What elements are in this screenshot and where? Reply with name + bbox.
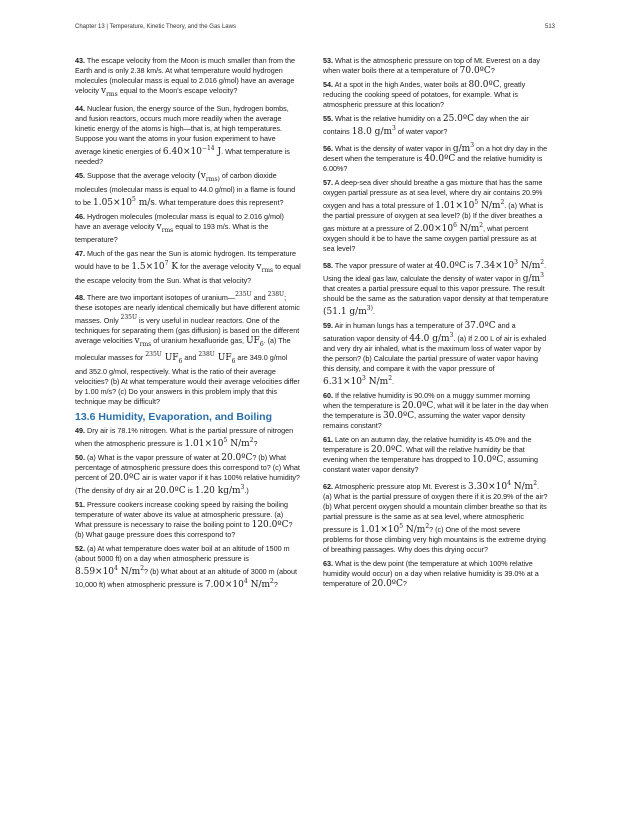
problem-text: . (a) If 2.00 L of air is exhaled and very dry air inhaled, what is the maximum loss of water vapor by the person? (b) Calculate the partial pressure of water vapor having this density, and compare it with the vapor pressure of: [323, 334, 547, 373]
problem-45: [75, 171, 301, 208]
problem-list-humidity: [75, 426, 301, 590]
problem-text: equal to the Moon's escape velocity?: [117, 86, 238, 95]
problem-text: A deep-sea diver should breathe a gas mixture that has the same oxygen partial pressure as at sea level, where dry air contains 20.9% oxygen and has a total pressure of: [323, 178, 543, 210]
problem-text: What is the dew point (the temperature at which 100% relative humidity would occur) on a day when relative humidity is 39.0% at a temperature of: [323, 559, 539, 588]
problem-number: 55.: [323, 114, 333, 123]
problem-text: and a saturation vapor density of: [323, 321, 516, 343]
math-expression: 44.0 $g/m^3$: [409, 332, 454, 344]
math-expression: $2.00\times 10^6$ $N/m^2$: [414, 222, 484, 234]
math-expression: 37.0ºC: [464, 321, 496, 331]
right-column: [323, 56, 549, 593]
problem-text: is: [185, 485, 195, 495]
problem-number: 51.: [75, 499, 85, 509]
problem-number: 58.: [323, 261, 333, 270]
problem-text: is very useful in nuclear reactors. One of the techniques for separating them (gas diffusion) is based on the different average velocities: [75, 316, 300, 346]
problem-51: [75, 500, 301, 540]
math-expression: 30.0ºC: [382, 411, 415, 421]
problem-text: , what percent oxygen should it be to have the same oxygen partial pressure as at sea level?: [323, 224, 537, 253]
problem-text: , greatly reducing the cooking speed of potatoes, for example. What is atmospheric pressure at this location?: [323, 80, 526, 109]
math-expression: $UF_6$: [245, 336, 264, 348]
problem-number: 46.: [75, 211, 85, 221]
problem-48: [75, 290, 301, 407]
problem-text: . What temperature is needed?: [75, 146, 290, 166]
problem-59: [323, 321, 549, 387]
problem-text: of uranium hexafluoride gas,: [151, 336, 246, 346]
problem-61: [323, 435, 549, 475]
problem-text: Nuclear fusion, the energy source of the Sun, hydrogen bombs, and fusion reactors, occurs much more readily when the average kinetic energy of the atoms is high—that is, at high temperatures. Suppose you want the atoms in your fusion experiment to have average kinetic energies of: [75, 103, 289, 156]
problem-text: (a) What is the vapor pressure of water at: [85, 452, 222, 462]
math-expression: 235U: [120, 314, 138, 322]
problem-text: on a hot dry day in the desert when the temperature is: [323, 144, 548, 163]
problem-46: [75, 212, 301, 246]
math-expression: 120.0ºC: [251, 519, 289, 530]
problem-text: day when the air contains: [323, 114, 529, 136]
problem-number: 57.: [323, 178, 333, 187]
math-expression: $3.30\times 10^4$ $N/m^2$: [468, 480, 538, 492]
problem-text: .): [244, 485, 249, 495]
problem-text: of water vapor?: [395, 127, 448, 136]
problem-text: Pressure cookers increase cooking speed by raising the boiling temperature of water above its value at atmospheric pressure. (a) What pressure is necessary to raise the boiling point to: [75, 499, 288, 529]
math-expression: (51.1 $g/m^{3)}$: [323, 305, 373, 317]
problem-text: . (a) The molecular masses for: [75, 336, 291, 362]
problem-text: . What will the relative humidity be that evening when the temperature has dropped to: [323, 445, 525, 464]
problem-53: [323, 56, 549, 76]
problem-text: Much of the gas near the Sun is atomic hydrogen. Its temperature would have to be: [75, 249, 296, 272]
problem-text: , assuming constant water vapor density?: [323, 455, 538, 474]
problem-list-kinetic: [75, 56, 301, 407]
problem-60: [323, 391, 549, 431]
problem-text: and: [251, 293, 268, 303]
math-expression: ($v_{rms)}$: [197, 170, 220, 183]
problem-text: What is the atmospheric pressure on top of Mt. Everest on a day when water boils there at a temperature of: [323, 56, 540, 75]
problem-text: ? (b) What gauge pressure does this correspond to?: [75, 519, 293, 539]
problem-number: 43.: [75, 56, 85, 65]
problem-text: ? (c) One of the most severe problems for those climbing very high mountains is the extreme drying of breathing passages. Why does this drying occur?: [323, 525, 546, 554]
problem-text: ? (b) What percentage of atmospheric pressure does this correspond to? (c) What percent of: [75, 452, 300, 482]
math-expression: $1.5\times 10^7$ K: [131, 260, 179, 273]
math-expression: $1.01\times 10^5$ $N/m^2$: [360, 523, 430, 535]
problem-43: [75, 56, 301, 100]
problem-text: is: [465, 261, 476, 270]
problem-text: .: [372, 307, 375, 316]
math-expression: 25.0ºC: [442, 114, 475, 124]
math-expression: 20.0ºC: [154, 485, 186, 496]
problem-text: What is the density of water vapor in: [333, 144, 453, 153]
math-expression: $7.00\times 10^4$ $N/m^2$: [204, 577, 274, 590]
math-expression: $^{238U}$ $UF_6$: [198, 350, 236, 365]
problem-text: Late on an autumn day, the relative humidity is 45.0% and the temperature is: [323, 435, 532, 454]
problem-text: Suppose that the average velocity: [85, 170, 198, 180]
problem-number: 59.: [323, 321, 333, 330]
problem-text: If the relative humidity is 90.0% on a muggy summer morning when the temperature is: [323, 391, 530, 410]
problem-text: . (a) What is the partial pressure of oxygen there if it is 20.9% of the air? (b) What percent oxygen should a mountain climber breathe so that its partial pressure is the same as at sea level, where atmospheric pressure is: [323, 482, 548, 534]
math-expression: $g/m^3$: [452, 142, 475, 154]
chapter-title: Chapter 13 | Temperature, Kinetic Theory, and the Gas Laws: [75, 24, 236, 30]
math-expression: 20.0ºC: [108, 472, 141, 483]
problem-text: What is the relative humidity on a: [333, 114, 443, 123]
problem-number: 61.: [323, 435, 333, 444]
problem-text: air is water vapor if it has 100% relative humidity? (The density of dry air at: [75, 472, 300, 495]
problem-text: (a) At what temperature does water boil at an altitude of 1500 m (about 5000 ft) on a day when atmospheric pressure is: [75, 543, 290, 563]
problem-text: At a spot in the high Andes, water boils at: [333, 80, 469, 89]
problem-number: 48.: [75, 293, 85, 303]
problem-63: [323, 559, 549, 589]
problem-number: 60.: [323, 391, 333, 400]
problem-44: [75, 104, 301, 167]
problem-number: 54.: [323, 80, 333, 89]
math-expression: $v_{rms}$: [256, 262, 274, 275]
problem-text: . What temperature does this represent?: [154, 197, 284, 207]
problem-62: [323, 479, 549, 555]
problem-text: and the relative humidity is 6.00%?: [323, 154, 543, 173]
math-expression: $v_{rms}$: [134, 336, 152, 348]
math-expression: 20.0ºC: [402, 401, 434, 411]
problem-text: ?: [490, 66, 495, 75]
problem-text: ?: [402, 579, 407, 588]
problem-text: ; these isotopes are nearly identical chemically but have different atomic masses. Only: [75, 293, 300, 326]
math-expression: $g/m^3$: [522, 272, 544, 284]
problem-text: ? (b) What about at an altitude of 3000 m (about 10,000 ft) when atmospheric pressure is: [75, 566, 298, 589]
problem-number: 56.: [323, 144, 333, 153]
problem-number: 62.: [323, 482, 333, 491]
problem-text: . Using the ideal gas law, calculate the density of water vapor in: [323, 261, 547, 283]
problem-number: 53.: [323, 56, 333, 65]
math-expression: 10.0ºC: [472, 455, 504, 465]
problem-57: [323, 178, 549, 254]
math-expression: 18.0 $g/m^3$: [351, 125, 396, 137]
problem-number: 47.: [75, 249, 85, 259]
problem-text: and: [182, 352, 199, 362]
problem-text: for the average velocity: [178, 262, 257, 272]
problem-text: are 349.0 g/mol and 352.0 g/mol, respectively. What is the ratio of their average velocities? (b) At what temperature would their average velocities differ by 1.00 m/s? (c) Do your answers in this problem imply that this technique may be difficult?: [75, 352, 300, 406]
problem-number: 44.: [75, 103, 85, 113]
math-expression: $7.34\times 10^3$ $N/m^2$: [475, 259, 545, 271]
problem-text: There are two important isotopes of uranium—: [85, 293, 236, 303]
problem-text: equal to 193 m/s. What is the temperature?: [75, 221, 269, 245]
problem-text: Atmospheric pressure atop Mt. Everest is: [333, 482, 469, 491]
math-expression: 1.20 $kg/m^3$: [194, 483, 245, 496]
math-expression: 20.0ºC: [221, 452, 253, 463]
math-expression: 40.0ºC: [434, 261, 466, 271]
left-column: [75, 56, 301, 594]
problem-text: . (a) What is the partial pressure of oxygen at sea level? (b) If the diver breathes a gas mixture at a pressure of: [323, 201, 544, 233]
problem-text: , assuming the water vapor density remains constant?: [323, 411, 526, 430]
problem-52: [75, 544, 301, 590]
problem-text: ?: [253, 438, 258, 448]
problem-number: 52.: [75, 543, 85, 553]
math-expression: $1.01\times 10^5$ $N/m^2$: [435, 199, 505, 211]
math-expression: $6.40\times 10^{-14}$ J: [162, 144, 222, 157]
problem-number: 45.: [75, 170, 85, 180]
math-expression: $1.05\times 10^5$ m/s: [92, 195, 155, 208]
problem-58: [323, 258, 549, 317]
problem-text: Dry air is 78.1% nitrogen. What is the partial pressure of nitrogen when the atmospheric pressure is: [75, 425, 294, 448]
problem-47: [75, 249, 301, 286]
math-expression: $v_{rms}$: [156, 221, 174, 234]
problem-55: [323, 114, 549, 137]
problem-number: 49.: [75, 425, 85, 435]
problem-54: [323, 80, 549, 110]
math-expression: 20.0ºC: [370, 445, 403, 455]
math-expression: 20.0ºC: [371, 579, 403, 589]
math-expression: 70.0ºC: [459, 66, 491, 76]
math-expression: 238U: [267, 291, 285, 299]
problem-text: Hydrogen molecules (molecular mass is equal to 2.016 g/mol) have an average velocity: [75, 211, 284, 231]
problem-text: The escape velocity from the Moon is much smaller than from the Earth and is only 2.38 km/s. At what temperature would hydrogen molecules (molecular mass is equal to 2.016 g/mol) have an average velocity: [75, 56, 295, 95]
page-header: [75, 24, 555, 30]
problem-text: .: [392, 377, 395, 386]
math-expression: $v_{rms}$: [100, 86, 118, 98]
page-number: 513: [544, 24, 555, 30]
problem-49: [75, 426, 301, 449]
problem-text: , what will it be later in the day when the temperature is: [323, 401, 549, 420]
problem-text: that creates a partial pressure equal to this vapor pressure. The result should be the same as the saturation vapor density at that temperature: [323, 284, 549, 303]
math-expression: 40.0ºC: [424, 154, 456, 164]
math-expression: $8.59\times 10^4$ $N/m^2$: [75, 564, 145, 577]
problem-number: 50.: [75, 452, 85, 462]
problem-50: [75, 453, 301, 496]
problem-text: The vapor pressure of water at: [333, 261, 435, 270]
section-title: 13.6 Humidity, Evaporation, and Boiling: [75, 410, 272, 423]
problem-text: of carbon dioxide molecules (molecular mass is equal to 44.0 g/mol) in a flame is found to be: [75, 170, 296, 207]
math-expression: $1.01\times 10^5$ $N/m^2$: [184, 436, 254, 449]
problem-text: ?: [273, 579, 278, 589]
problem-number: 63.: [323, 559, 333, 568]
problem-56: [323, 141, 549, 174]
math-expression: $^{235U}$ $UF_6$: [145, 350, 183, 365]
math-expression: 80.0ºC: [468, 80, 500, 90]
problem-list-humidity-continued: [323, 56, 549, 589]
math-expression: $6.31\times 10^3$ $N/m^2$: [323, 375, 393, 387]
problem-text: to equal the escape velocity from the Sun. What is that velocity?: [75, 262, 301, 286]
problem-text: Air in human lungs has a temperature of: [333, 321, 465, 330]
math-expression: 235U: [235, 291, 252, 299]
